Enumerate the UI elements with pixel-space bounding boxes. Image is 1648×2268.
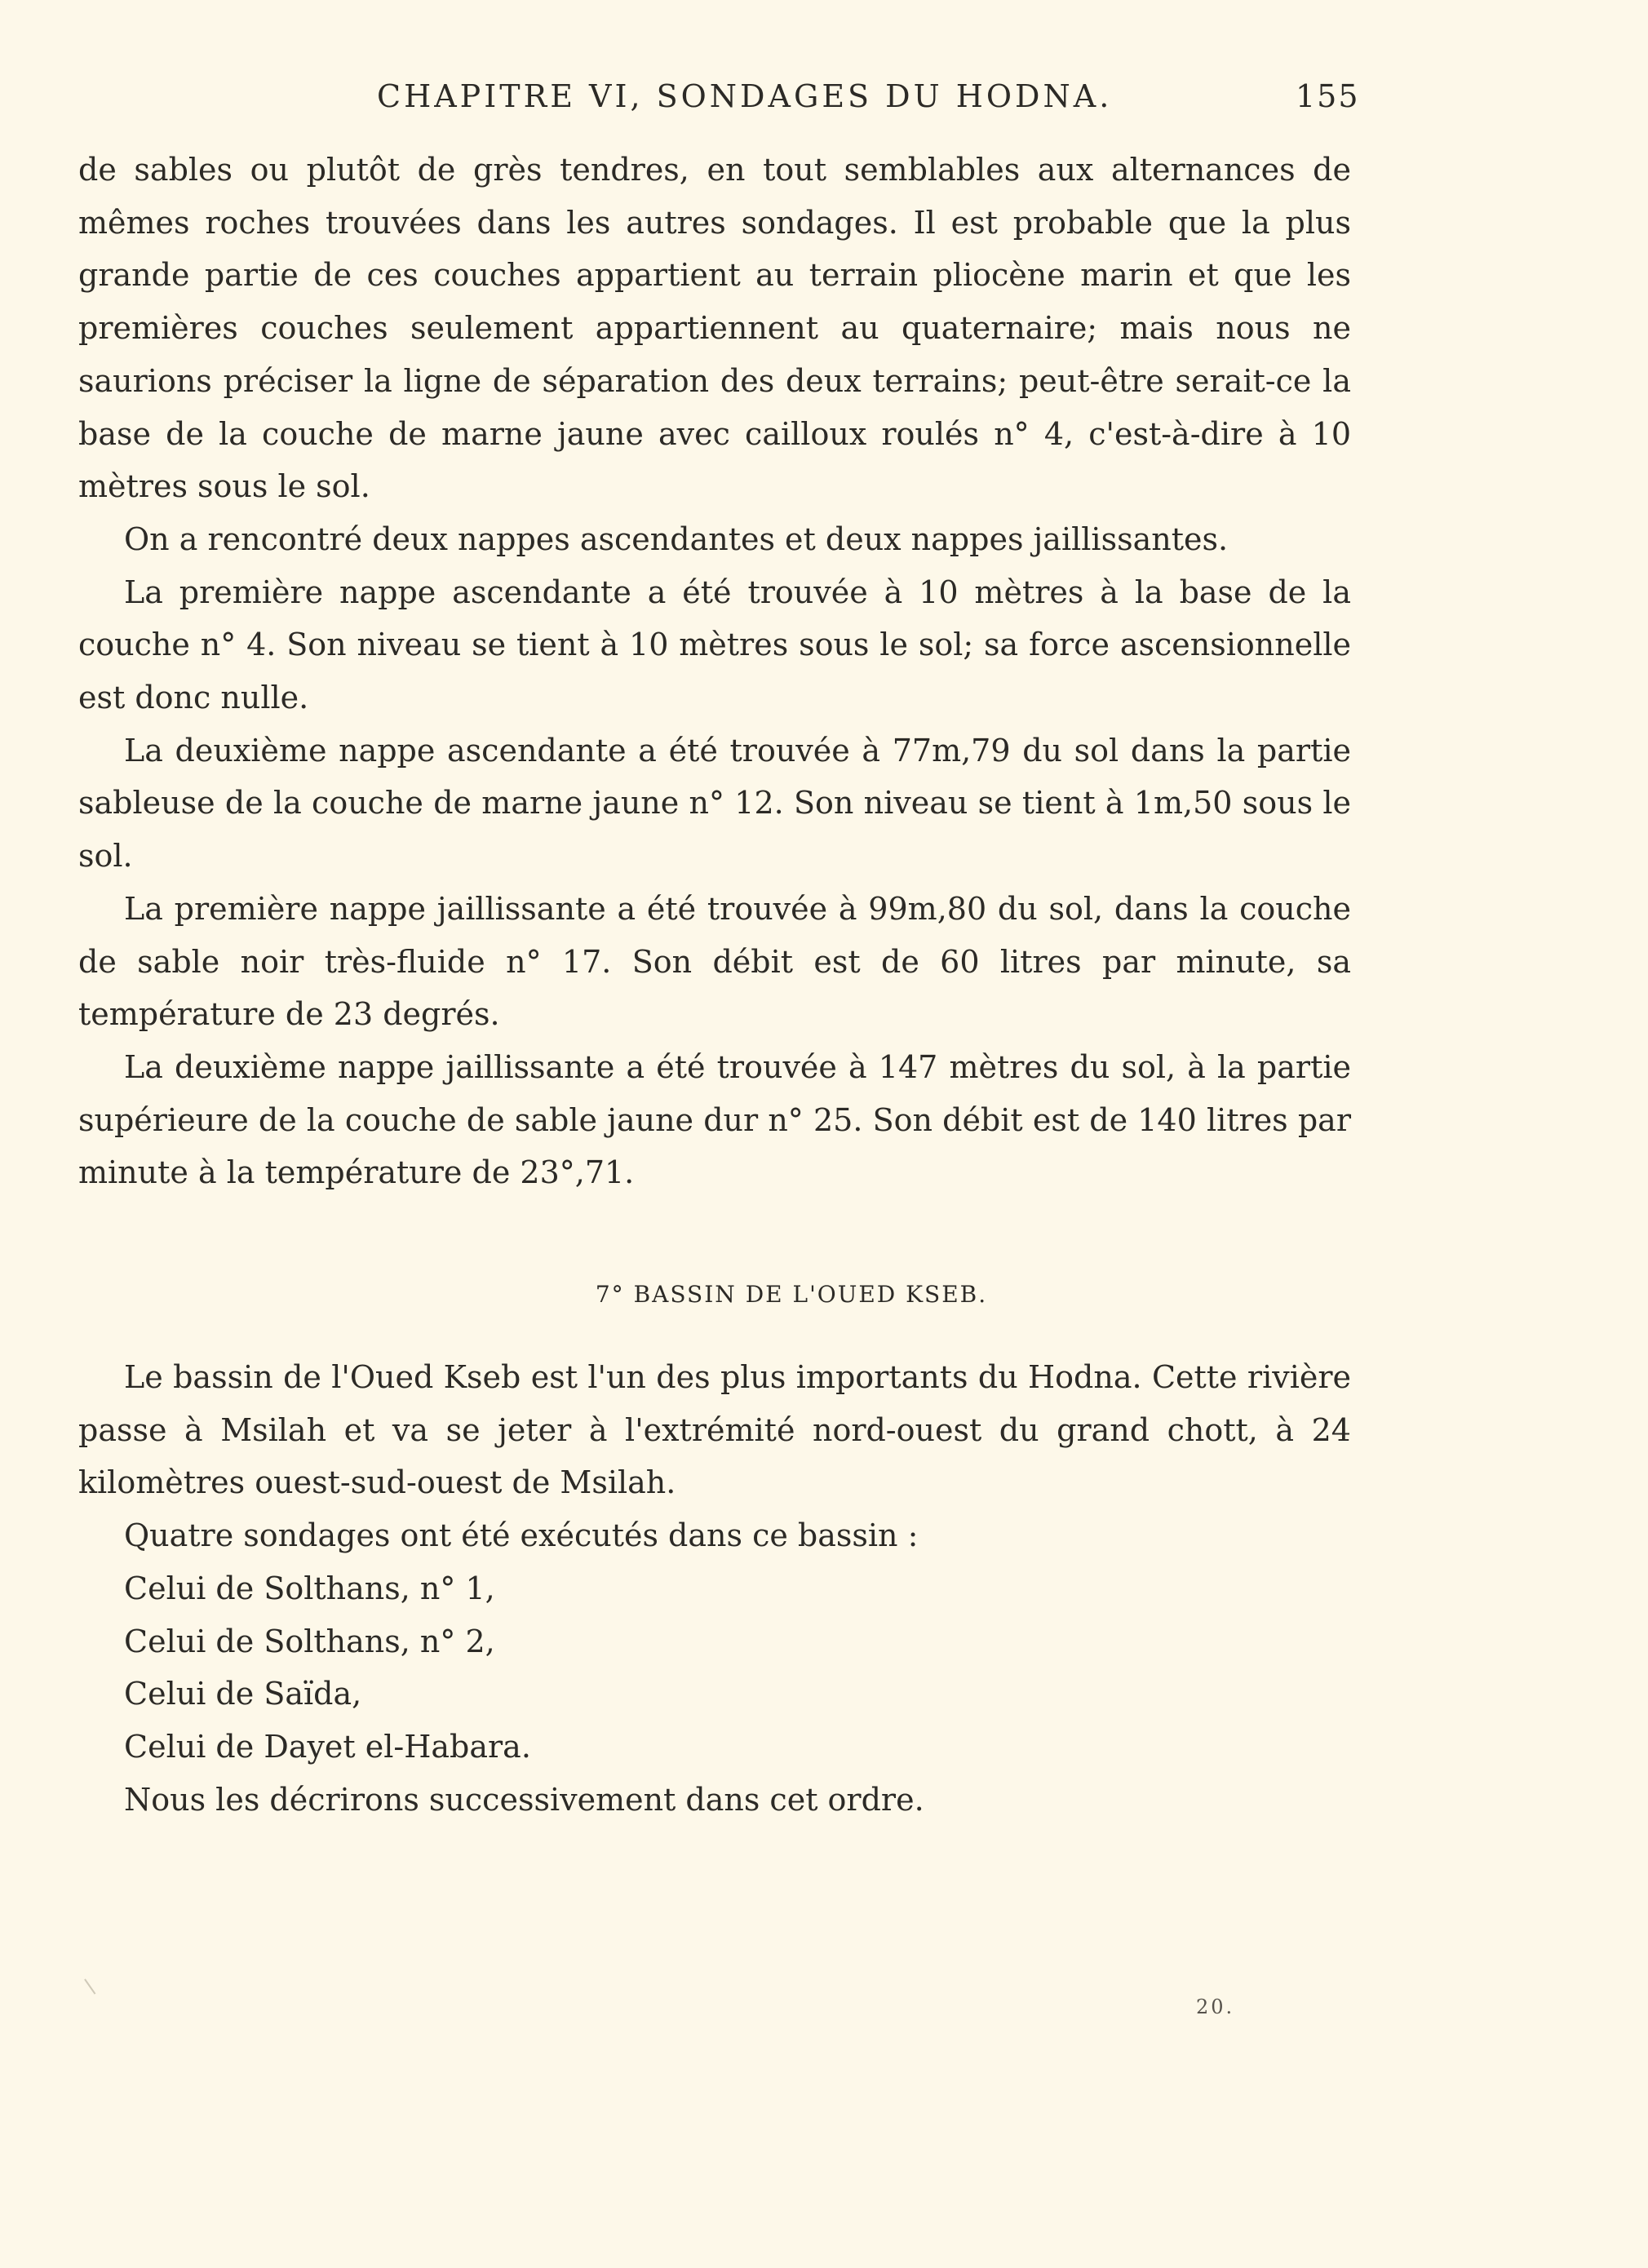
paragraph: La deuxième nappe ascendante a été trouvée à 77m,79 du sol dans la partie sableuse de la couche de marne jaune n° 12. Son niveau se tient à 1m,50 sous le sol.	[78, 732, 1351, 875]
list-item: Celui de Solthans, n° 2,	[124, 1623, 495, 1659]
closing-paragraph: Nous les décrirons successivement dans cet ordre.	[124, 1781, 924, 1818]
section-heading-text: 7° BASSIN DE L'OUED KSEB.	[595, 1281, 988, 1308]
signature-mark: 20.	[1196, 1996, 1235, 2018]
list-item: Celui de Saïda,	[124, 1676, 362, 1712]
paper-speck	[84, 1972, 105, 1994]
page-header	[0, 78, 1648, 127]
paragraph: La première nappe jaillissante a été trouvée à 99m,80 du sol, dans la couche de sable noir très-fluide n° 17. Son débit est de 60 litres par minute, sa température de 23 degrés.	[78, 890, 1351, 1033]
body-text-top	[78, 144, 1351, 1199]
body-text-bottom	[78, 1351, 1351, 1826]
section-heading	[0, 1281, 1648, 1308]
page-number: 155	[1296, 78, 1360, 114]
paragraph: Le bassin de l'Oued Kseb est l'un des plus importants du Hodna. Cette rivière passe à Msilah et va se jeter à l'extrémité nord-ouest du grand chott, à 24 kilomètres ouest-sud-ouest de Msilah.	[78, 1359, 1351, 1501]
paragraph: La deuxième nappe jaillissante a été trouvée à 147 mètres du sol, à la partie supérieure de la couche de sable jaune dur n° 25. Son débit est de 140 litres par minute à la température de 23°,71.	[78, 1048, 1351, 1191]
list-item: Celui de Dayet el-Habara.	[124, 1728, 531, 1765]
paragraph: Quatre sondages ont été exécutés dans ce bassin :	[124, 1517, 919, 1554]
paragraph: de sables ou plutôt de grès tendres, en tout semblables aux alternances de mêmes roches trouvées dans les autres sondages. Il est probable que la plus grande partie de ces couches appartient au terrain pliocène marin et que les premières couches seulement appartiennent au quaternaire; mais nous ne saurions préciser la ligne de séparation des deux terrains; peut-être serait-ce la base de la couche de marne jaune avec cailloux roulés n° 4, c'est-à-dire à 10 mètres sous le sol.	[78, 152, 1351, 505]
list-item: Celui de Solthans, n° 1,	[124, 1570, 495, 1606]
paragraph: La première nappe ascendante a été trouvée à 10 mètres à la base de la couche n° 4. Son niveau se tient à 10 mètres sous le sol; sa force ascensionnelle est donc nulle.	[78, 574, 1351, 716]
paragraph: On a rencontré deux nappes ascendantes et deux nappes jaillissantes.	[124, 520, 1229, 557]
running-title: CHAPITRE VI, SONDAGES DU HODNA.	[377, 78, 1113, 114]
